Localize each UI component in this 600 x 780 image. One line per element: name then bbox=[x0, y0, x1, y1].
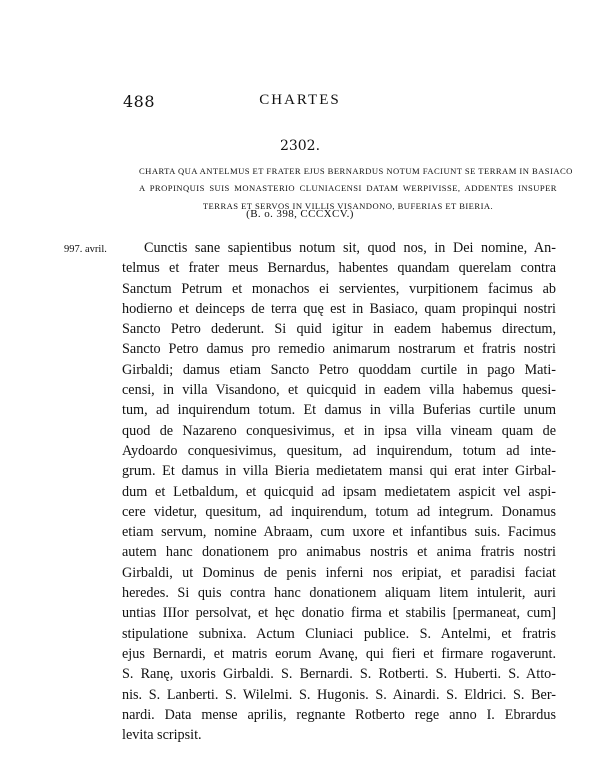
text-line: nardi. Data mense aprilis, regnante Rotberto rege anno I. Ebrardus bbox=[122, 706, 556, 723]
running-title: CHARTES bbox=[259, 92, 341, 108]
summary-line: TERRAS ET SERVOS IN VILLIS VISANDONO, BUFERIAS ET BIERIA. bbox=[202, 200, 494, 211]
text-line: untias IIIor persolvat, et hęc donatio firma et stabilis [permaneat, cum] bbox=[122, 605, 556, 622]
text-line: tum, ad inquirendum totum. Et damus in villa Buferias curtile unum bbox=[122, 402, 556, 419]
charter-text bbox=[122, 238, 556, 745]
text-line: cere videtur, quesitum, ad inquirendum, totum ad integrum. Donamus bbox=[122, 503, 556, 520]
text-line: Sancto Petro dederunt. Si quid igitur in eadem habemus directum, bbox=[122, 321, 556, 338]
text-line: nis. S. Lanberti. S. Wilelmi. S. Hugonis. S. Ainardi. S. Eldrici. S. Ber- bbox=[122, 686, 556, 703]
text-line: ejus Bernardi, et matris eorum Avanę, qui fieri et firmare rogaverunt. bbox=[122, 645, 556, 662]
text-line: autem hanc donationem pro animabus nostris et anima fratris nostri bbox=[122, 544, 556, 561]
text-line: Sancto Petro damus pro remedio animarum nostrarum et fratris nostri bbox=[122, 341, 556, 358]
charter-number: 2302. bbox=[279, 138, 321, 154]
text-line: telmus et frater meus Bernardus, habentes quandam querelam contra bbox=[122, 260, 556, 277]
text-line: Sanctum Petrum et monachos ei servientes, vurpitionem facimus ab bbox=[122, 280, 556, 297]
text-line: stipulatione subnixa. Actum Cluniaci publice. S. Antelmi, et fratris bbox=[122, 625, 556, 642]
text-line: grum. Et damus in villa Bieria medietatem mansi qui erat inter Girbal- bbox=[122, 463, 556, 480]
text-line: censi, in villa Visandono, et quicquid in eadem villa habemus quesi- bbox=[122, 382, 556, 399]
text-line: Cunctis sane sapientibus notum sit, quod nos, in Dei nomine, An- bbox=[144, 240, 556, 256]
text-line: etiam servum, nomine Abraam, cum uxore et infantibus suis. Facimus bbox=[122, 524, 556, 541]
page-number: 488 bbox=[123, 92, 156, 111]
text-line: Aydoardo conquesivimus, quesitum, ad inquirendum, totum ad inte- bbox=[122, 442, 556, 459]
margin-date: 997. avril. bbox=[64, 244, 107, 255]
source-reference: (B. o. 398, CCCXCV.) bbox=[246, 208, 354, 220]
text-line: heredes. Si quis contra hanc donationem aliquam litem intulerit, auri bbox=[122, 585, 556, 602]
text-line: Girbaldi; damus etiam Sancto Petro quoddam curtile in pago Mati- bbox=[122, 361, 556, 378]
text-line: levita scripsit. bbox=[122, 727, 202, 744]
text-line: Girbaldi, ut Dominus de penis inferni nos eripiat, et paradisi faciat bbox=[122, 564, 556, 581]
summary-line: CHARTA QUA ANTELMUS ET FRATER EJUS BERNARDUS NOTUM FACIUNT SE TERRAM IN BASIACO bbox=[139, 166, 573, 176]
summary-line: A PROPINQUIS SUIS MONASTERIO CLUNIACENSI DATAM WERPIVISSE, ADDENTES INSUPER bbox=[139, 183, 557, 194]
text-line: quod de Nazareno conquesivimus, et in ipsa villa vineam quam de bbox=[122, 422, 556, 439]
text-line: S. Ranę, uxoris Girbaldi. S. Bernardi. S. Rotberti. S. Huberti. S. Atto- bbox=[122, 666, 556, 683]
text-line: dum et Letbaldum, et quicquid ad ipsam medietatem aspicit vel aspi- bbox=[122, 483, 556, 500]
text-line: hodierno et deinceps de terra quę est in Basiaco, quam propinqui nostri bbox=[122, 300, 556, 317]
